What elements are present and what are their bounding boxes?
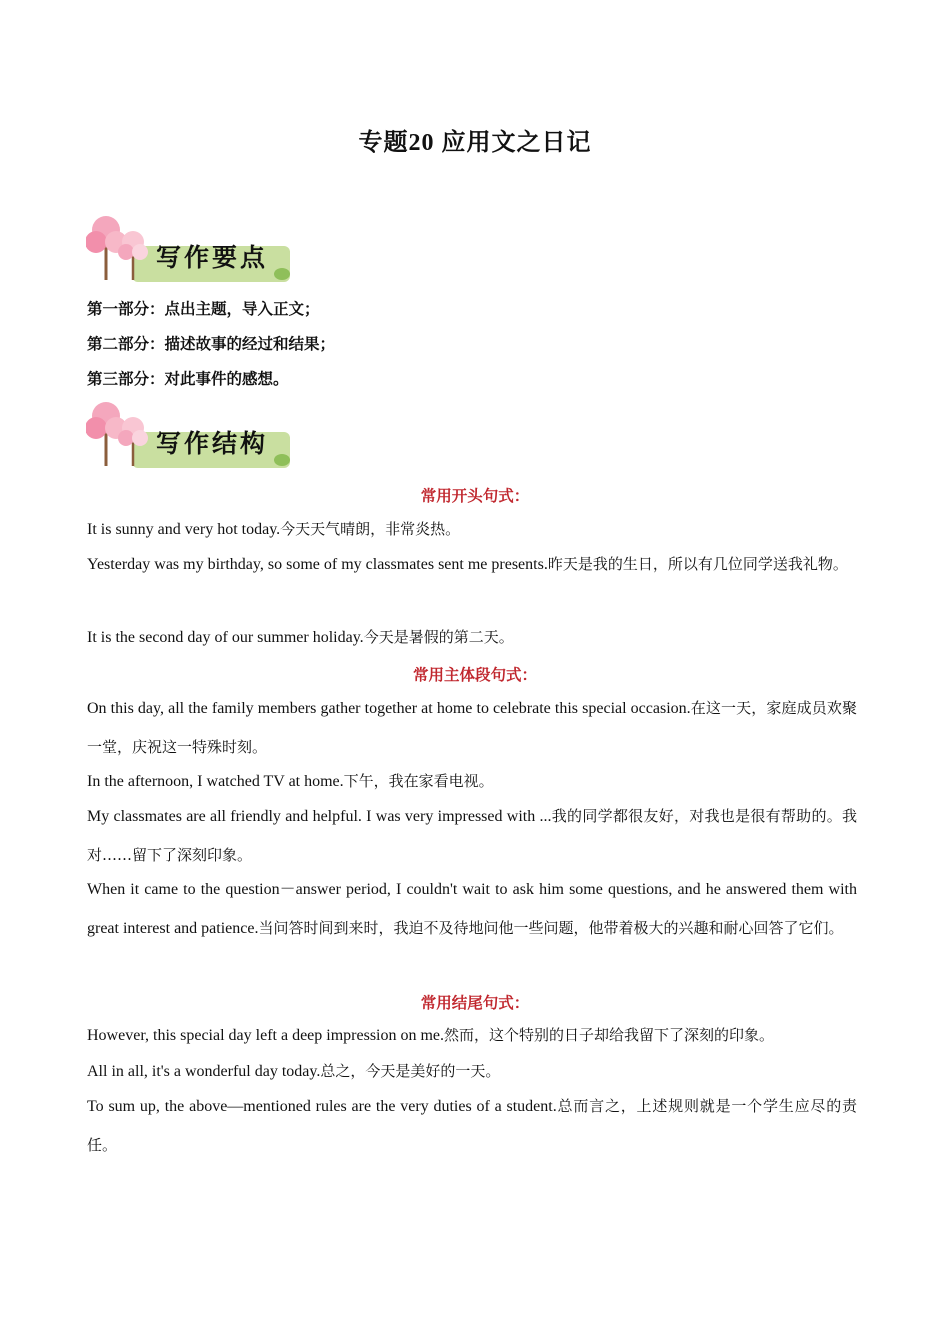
sentence-item <box>87 510 857 549</box>
sentence-en: Yesterday was my birthday, so some of my classmates sent me presents. <box>87 556 548 573</box>
sentence-cn: 总而言之，上述规则就是一个学生应尽的责任。 <box>87 1097 857 1154</box>
sentence-item <box>87 762 857 801</box>
opening-heading: 常用开头句式： <box>420 487 530 505</box>
sentence-en: However, this special day left a deep impression on me. <box>87 1027 445 1044</box>
sentence-cn: 总之，今天是美好的一天。 <box>320 1062 501 1080</box>
writing-structure-banner <box>86 398 296 470</box>
sentence-en: My classmates are all friendly and helpful. I was very impressed with ... <box>87 808 552 825</box>
sentence-item <box>87 871 857 948</box>
sentence-item <box>87 545 857 584</box>
sentence-item <box>87 1016 857 1055</box>
writing-points-label: 写作要点 <box>156 243 269 272</box>
sentence-en: On this day, all the family members gather together at home to celebrate this special occasion. <box>87 700 691 717</box>
sentence-item <box>87 1087 857 1165</box>
point-item: 第三部分：对此事件的感想。 <box>87 370 289 388</box>
sentence-item <box>87 689 857 767</box>
writing-structure-label: 写作结构 <box>156 429 269 458</box>
sentence-item <box>87 618 857 657</box>
sentence-cn: 我的同学都很友好，对我也是很有帮助的。我对……留下了深刻印象。 <box>87 807 857 864</box>
sentence-en: All in all, it's a wonderful day today. <box>87 1063 321 1080</box>
sentence-en: In the afternoon, I watched TV at home. <box>87 773 344 790</box>
sentence-cn: 当问答时间到来时，我迫不及待地问他一些问题，他带着极大的兴趣和耐心回答了它们。 <box>258 919 844 937</box>
sentence-en: When it came to the question－answer period, I couldn't wait to ask him some questions, and he answered them with great interest and patience. <box>87 881 857 937</box>
sentence-en: It is sunny and very hot today. <box>87 521 281 538</box>
closing-heading: 常用结尾句式： <box>420 994 530 1012</box>
sentence-item <box>87 1052 857 1091</box>
sentence-cn: 下午，我在家看电视。 <box>343 772 494 790</box>
sentence-en: To sum up, the above—mentioned rules are the very duties of a student. <box>87 1098 557 1115</box>
sentence-en: It is the second day of our summer holiday. <box>87 629 364 646</box>
sentence-cn: 今天天气晴朗，非常炎热。 <box>280 520 461 538</box>
sentence-cn: 然而，这个特别的日子却给我留下了深刻的印象。 <box>444 1026 775 1044</box>
sentence-cn: 昨天是我的生日，所以有几位同学送我礼物。 <box>547 555 848 573</box>
body-heading: 常用主体段句式： <box>412 666 537 684</box>
sentence-item <box>87 797 857 875</box>
writing-points-list <box>87 297 867 402</box>
sentence-cn: 在这一天，家庭成员欢聚一堂，庆祝这一特殊时刻。 <box>87 699 857 756</box>
sentence-cn: 今天是暑假的第二天。 <box>363 628 514 646</box>
point-item: 第二部分：描述故事的经过和结果； <box>87 335 336 353</box>
page-title: 专题20 应用文之日记 <box>358 130 592 156</box>
writing-points-banner <box>86 212 296 284</box>
point-item: 第一部分：点出主题，导入正文； <box>87 300 320 318</box>
